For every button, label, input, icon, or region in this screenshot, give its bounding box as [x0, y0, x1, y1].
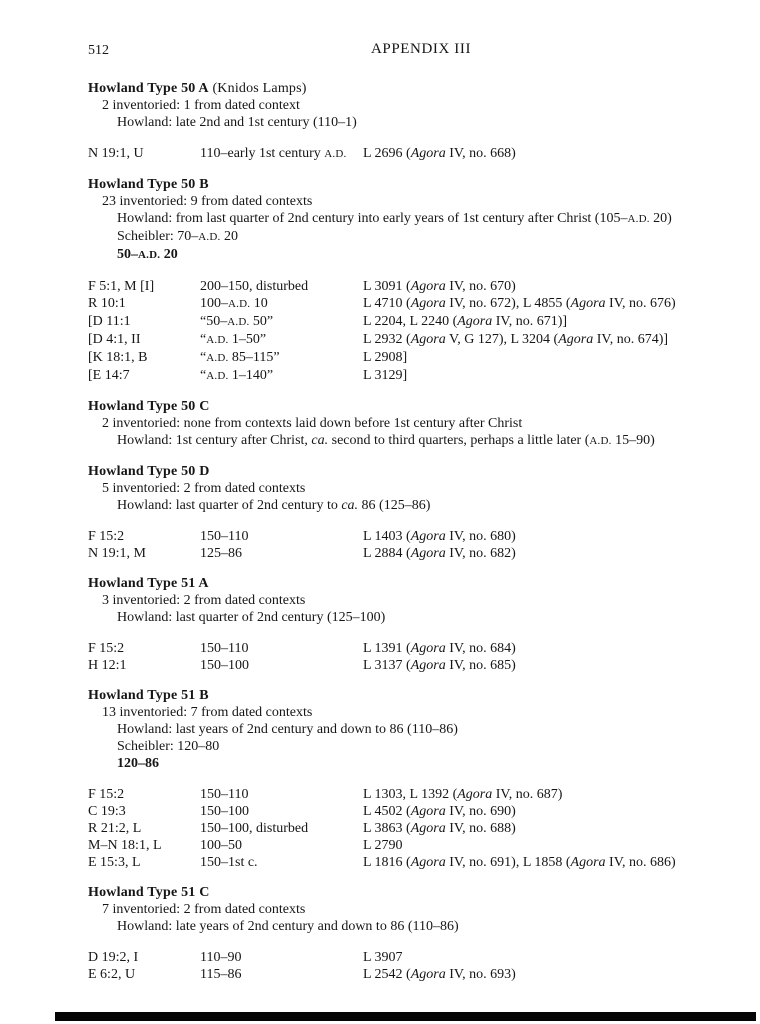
entries-table: [88, 640, 712, 674]
text-segment: Howland: late years of 2nd century and down to 86 (110–86): [117, 919, 459, 934]
text-segment: “: [200, 332, 207, 347]
text-segment: Howland: 1st century after Christ,: [117, 433, 312, 448]
entries-table: [88, 528, 712, 562]
section-note: [88, 497, 712, 514]
reference-cell: [363, 367, 712, 385]
date-cell: [200, 545, 363, 562]
text-segment: A.D.: [206, 352, 229, 364]
reference-cell: [363, 331, 712, 349]
deposit-cell: [88, 367, 200, 385]
text-segment: Agora: [410, 804, 446, 819]
text-segment: “50–: [200, 314, 228, 329]
text-segment: Agora: [558, 332, 594, 347]
scan-artifact-bar: [55, 1012, 756, 1021]
text-segment: 200–150, disturbed: [200, 279, 309, 294]
entries-table: [88, 145, 712, 163]
date-cell: [200, 854, 363, 871]
reference-cell: [363, 545, 712, 562]
deposit-cell: [88, 545, 200, 562]
deposit-cell: [88, 837, 200, 854]
text-segment: R 21:2, L: [88, 821, 142, 836]
text-segment: E 6:2, U: [88, 967, 136, 982]
table-row: [88, 966, 712, 983]
text-segment: Agora: [410, 821, 446, 836]
text-segment: IV, no. 688): [445, 821, 516, 836]
table-row: [88, 657, 712, 674]
text-segment: IV, no. 668): [445, 146, 516, 161]
text-segment: Howland Type 50 A: [88, 81, 209, 96]
reference-cell: [363, 803, 712, 820]
section-note: [88, 432, 712, 450]
text-segment: Agora: [410, 546, 446, 561]
section-note: [88, 738, 712, 755]
text-segment: ca.: [311, 433, 329, 448]
text-segment: A.D.: [627, 213, 650, 225]
text-segment: 10: [250, 296, 268, 311]
page-header: [88, 42, 712, 59]
text-segment: 15–90): [611, 433, 655, 448]
text-segment: Agora: [457, 314, 493, 329]
table-row: [88, 313, 712, 331]
text-segment: H 12:1: [88, 658, 127, 673]
table-row: [88, 349, 712, 367]
date-cell: [200, 657, 363, 674]
text-segment: 23 inventoried: 9 from dated contexts: [102, 194, 313, 209]
reference-cell: [363, 657, 712, 674]
text-segment: L 3129]: [363, 368, 408, 383]
date-cell: [200, 331, 363, 349]
table-row: [88, 278, 712, 295]
text-segment: 150–100: [200, 804, 249, 819]
section-note: [88, 193, 712, 210]
section-heading: [88, 80, 712, 97]
text-segment: IV, no. 684): [445, 641, 516, 656]
text-segment: L 1816 (: [363, 855, 411, 870]
text-segment: Agora: [570, 855, 606, 870]
text-segment: Howland Type 51 B: [88, 688, 209, 703]
text-segment: L 2908]: [363, 350, 408, 365]
entries-table: [88, 949, 712, 983]
text-segment: IV, no. 686): [605, 855, 676, 870]
text-segment: 85–115”: [228, 350, 280, 365]
reference-cell: [363, 528, 712, 545]
text-segment: [D 4:1, II: [88, 332, 141, 347]
text-segment: E 15:3, L: [88, 855, 141, 870]
text-segment: IV, no. 680): [445, 529, 516, 544]
reference-cell: [363, 966, 712, 983]
text-segment: L 3137 (: [363, 658, 411, 673]
text-segment: L 1403 (: [363, 529, 411, 544]
section-heading: [88, 398, 712, 415]
text-segment: M–N 18:1, L: [88, 838, 162, 853]
text-segment: A.D.: [228, 298, 251, 310]
text-segment: 20: [220, 229, 238, 244]
type-section: [88, 687, 712, 871]
text-segment: L 2790: [363, 838, 403, 853]
text-segment: IV, no. 672), L 4855 (: [445, 296, 571, 311]
text-segment: L 2204, L 2240 (: [363, 314, 458, 329]
table-row: [88, 949, 712, 966]
text-segment: 100–: [200, 296, 228, 311]
text-segment: 20: [160, 247, 178, 262]
section-heading: [88, 884, 712, 901]
section-note: [88, 901, 712, 918]
type-section: [88, 575, 712, 674]
date-cell: [200, 640, 363, 657]
section-note: [88, 246, 712, 264]
text-segment: Agora: [410, 658, 446, 673]
section-note: [88, 721, 712, 738]
text-segment: “: [200, 368, 207, 383]
table-row: [88, 331, 712, 349]
section-note: [88, 97, 712, 114]
text-segment: C 19:3: [88, 804, 126, 819]
text-segment: Howland Type 51 C: [88, 885, 210, 900]
date-cell: [200, 966, 363, 983]
text-segment: Howland: last quarter of 2nd century (125–100): [117, 610, 386, 625]
type-section: [88, 80, 712, 163]
deposit-cell: [88, 949, 200, 966]
text-segment: L 3907: [363, 950, 403, 965]
text-segment: ca.: [341, 498, 359, 513]
deposit-cell: [88, 295, 200, 313]
text-segment: Agora: [410, 279, 446, 294]
text-segment: L 4710 (: [363, 296, 411, 311]
text-segment: 5 inventoried: 2 from dated contexts: [102, 481, 306, 496]
text-segment: R 10:1: [88, 296, 126, 311]
text-segment: IV, no. 691), L 1858 (: [445, 855, 571, 870]
text-segment: Agora: [410, 855, 446, 870]
reference-cell: [363, 854, 712, 871]
text-segment: Agora: [410, 967, 446, 982]
text-segment: V, G 127), L 3204 (: [445, 332, 559, 347]
text-segment: F 15:2: [88, 641, 125, 656]
text-segment: IV, no. 690): [445, 804, 516, 819]
text-segment: 2 inventoried: none from contexts laid down before 1st century after Christ: [102, 416, 523, 431]
reference-cell: [363, 278, 712, 295]
text-segment: 125–86: [200, 546, 242, 561]
text-segment: 20): [649, 211, 672, 226]
entries-table: [88, 786, 712, 871]
type-section: [88, 176, 712, 385]
table-row: [88, 528, 712, 545]
reference-cell: [363, 145, 712, 163]
text-segment: Agora: [570, 296, 606, 311]
catalog-sections: [88, 80, 712, 983]
deposit-cell: [88, 657, 200, 674]
deposit-cell: [88, 966, 200, 983]
table-row: [88, 803, 712, 820]
running-head: APPENDIX III: [370, 41, 472, 57]
text-segment: Howland: last years of 2nd century and down to 86 (110–86): [117, 722, 458, 737]
text-segment: F 5:1, M [I]: [88, 279, 155, 294]
section-note: [88, 609, 712, 626]
section-note: [88, 228, 712, 246]
text-segment: [K 18:1, B: [88, 350, 148, 365]
date-cell: [200, 820, 363, 837]
deposit-cell: [88, 313, 200, 331]
text-segment: Howland: late 2nd and 1st century (110–1): [117, 115, 357, 130]
section-note: [88, 210, 712, 228]
date-cell: [200, 349, 363, 367]
text-segment: 86 (125–86): [358, 498, 431, 513]
text-segment: L 3863 (: [363, 821, 411, 836]
reference-cell: [363, 295, 712, 313]
section-heading: [88, 176, 712, 193]
text-segment: 7 inventoried: 2 from dated contexts: [102, 902, 306, 917]
section-note: [88, 704, 712, 721]
text-segment: 3 inventoried: 2 from dated contexts: [102, 593, 306, 608]
text-segment: 150–110: [200, 641, 249, 656]
deposit-cell: [88, 820, 200, 837]
table-row: [88, 854, 712, 871]
deposit-cell: [88, 278, 200, 295]
date-cell: [200, 367, 363, 385]
reference-cell: [363, 949, 712, 966]
deposit-cell: [88, 640, 200, 657]
table-row: [88, 295, 712, 313]
text-segment: L 2542 (: [363, 967, 411, 982]
text-segment: [E 14:7: [88, 368, 130, 383]
table-row: [88, 786, 712, 803]
deposit-cell: [88, 349, 200, 367]
text-segment: IV, no. 676): [605, 296, 676, 311]
text-segment: F 15:2: [88, 529, 125, 544]
text-segment: second to third quarters, perhaps a little later (: [328, 433, 590, 448]
text-segment: Howland: last quarter of 2nd century to: [117, 498, 342, 513]
date-cell: [200, 313, 363, 331]
date-cell: [200, 278, 363, 295]
text-segment: Agora: [410, 296, 446, 311]
date-cell: [200, 837, 363, 854]
text-segment: Howland Type 50 D: [88, 464, 210, 479]
text-segment: A.D.: [227, 316, 250, 328]
text-segment: (Knidos Lamps): [208, 81, 307, 96]
text-segment: Scheibler: 70–: [117, 229, 199, 244]
date-cell: [200, 803, 363, 820]
date-cell: [200, 145, 363, 163]
text-segment: Agora: [410, 146, 446, 161]
type-section: [88, 463, 712, 562]
text-segment: Howland Type 50 C: [88, 399, 210, 414]
table-row: [88, 145, 712, 163]
text-segment: IV, no. 685): [445, 658, 516, 673]
type-section: [88, 884, 712, 983]
text-segment: N 19:1, U: [88, 146, 144, 161]
reference-cell: [363, 820, 712, 837]
text-segment: L 2884 (: [363, 546, 411, 561]
reference-cell: [363, 640, 712, 657]
text-segment: IV, no. 687): [492, 787, 563, 802]
section-note: [88, 918, 712, 935]
text-segment: Agora: [410, 641, 446, 656]
date-cell: [200, 786, 363, 803]
text-segment: L 2932 (: [363, 332, 411, 347]
text-segment: L 3091 (: [363, 279, 411, 294]
date-cell: [200, 295, 363, 313]
text-segment: Agora: [410, 332, 446, 347]
text-segment: 1–140”: [228, 368, 274, 383]
deposit-cell: [88, 145, 200, 163]
reference-cell: [363, 313, 712, 331]
deposit-cell: [88, 786, 200, 803]
text-segment: IV, no. 670): [445, 279, 516, 294]
section-heading: [88, 687, 712, 704]
text-segment: 150–100: [200, 658, 249, 673]
text-segment: 120–86: [117, 756, 159, 771]
text-segment: A.D.: [324, 148, 347, 160]
table-row: [88, 837, 712, 854]
text-segment: IV, no. 671)]: [492, 314, 568, 329]
deposit-cell: [88, 803, 200, 820]
page-number: 512: [88, 43, 109, 58]
text-segment: A.D.: [206, 334, 229, 346]
text-segment: [D 11:1: [88, 314, 131, 329]
text-segment: Howland: from last quarter of 2nd century into early years of 1st century after Christ (105–: [117, 211, 628, 226]
text-segment: 50–: [117, 247, 138, 262]
text-segment: 150–110: [200, 529, 249, 544]
section-note: [88, 415, 712, 432]
table-row: [88, 367, 712, 385]
text-segment: 115–86: [200, 967, 242, 982]
table-row: [88, 545, 712, 562]
date-cell: [200, 949, 363, 966]
text-segment: A.D.: [198, 231, 221, 243]
text-segment: 100–50: [200, 838, 242, 853]
text-segment: IV, no. 682): [445, 546, 516, 561]
text-segment: 1–50”: [228, 332, 267, 347]
text-segment: Agora: [410, 529, 446, 544]
text-segment: IV, no. 693): [445, 967, 516, 982]
text-segment: L 1391 (: [363, 641, 411, 656]
reference-cell: [363, 349, 712, 367]
text-segment: 110–early 1st century: [200, 146, 325, 161]
text-segment: Howland Type 50 B: [88, 177, 209, 192]
table-row: [88, 820, 712, 837]
section-heading: [88, 575, 712, 592]
section-note: [88, 755, 712, 772]
section-note: [88, 592, 712, 609]
text-segment: Scheibler: 120–80: [117, 739, 220, 754]
text-segment: F 15:2: [88, 787, 125, 802]
text-segment: A.D.: [138, 249, 161, 261]
text-segment: 150–100, disturbed: [200, 821, 309, 836]
text-segment: 2 inventoried: 1 from dated context: [102, 98, 300, 113]
reference-cell: [363, 837, 712, 854]
deposit-cell: [88, 528, 200, 545]
section-heading: [88, 463, 712, 480]
deposit-cell: [88, 331, 200, 349]
table-row: [88, 640, 712, 657]
reference-cell: [363, 786, 712, 803]
text-segment: 150–110: [200, 787, 249, 802]
text-segment: IV, no. 674)]: [593, 332, 669, 347]
type-section: [88, 398, 712, 450]
text-segment: “: [200, 350, 207, 365]
text-segment: 110–90: [200, 950, 242, 965]
text-segment: 150–1st c.: [200, 855, 258, 870]
section-note: [88, 480, 712, 497]
text-segment: L 2696 (: [363, 146, 411, 161]
text-segment: 13 inventoried: 7 from dated contexts: [102, 705, 313, 720]
text-segment: Howland Type 51 A: [88, 576, 209, 591]
text-segment: A.D.: [206, 370, 229, 382]
text-segment: A.D.: [589, 435, 612, 447]
entries-table: [88, 278, 712, 385]
text-segment: D 19:2, I: [88, 950, 139, 965]
text-segment: Agora: [457, 787, 493, 802]
text-segment: 50”: [249, 314, 274, 329]
deposit-cell: [88, 854, 200, 871]
text-segment: N 19:1, M: [88, 546, 146, 561]
date-cell: [200, 528, 363, 545]
text-segment: L 4502 (: [363, 804, 411, 819]
section-note: [88, 114, 712, 131]
text-segment: L 1303, L 1392 (: [363, 787, 458, 802]
